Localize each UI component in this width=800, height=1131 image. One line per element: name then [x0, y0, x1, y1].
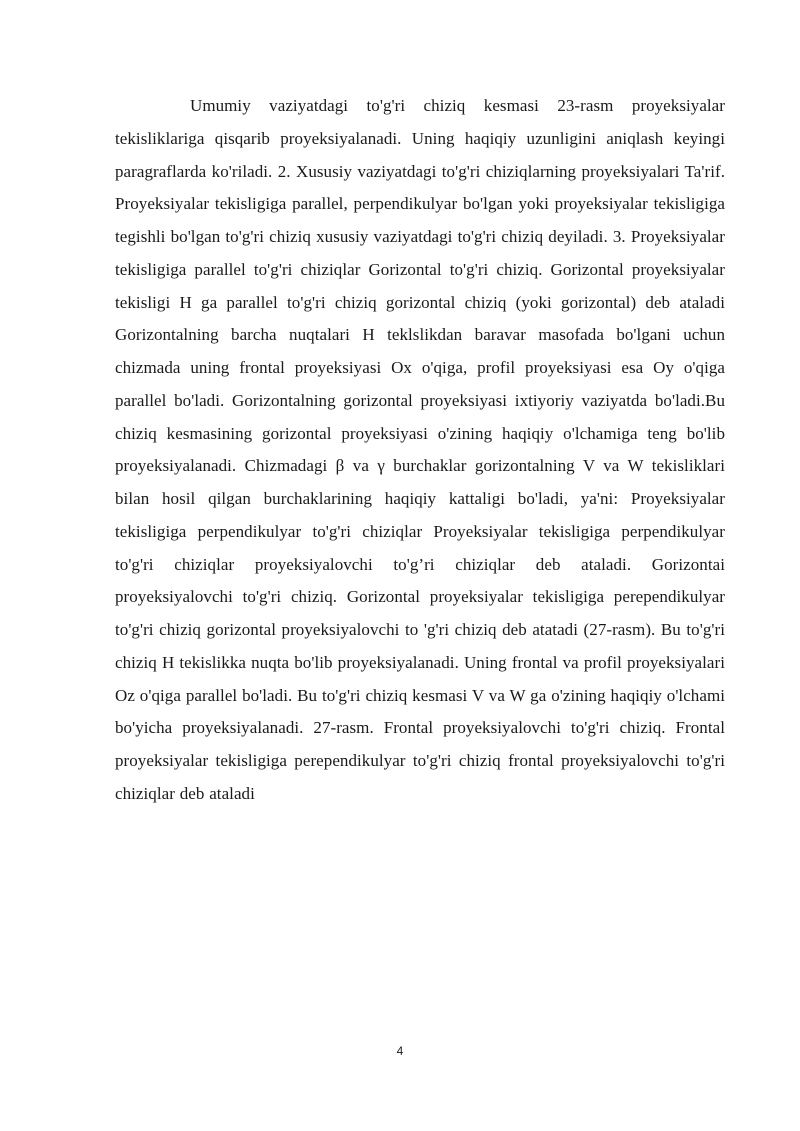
page-number: 4 — [396, 1044, 404, 1058]
body-paragraph: Umumiy vaziyatdagi to'g'ri chiziq kesmasi 23-rasm proyeksiyalar tekisliklariga qisqarib proyeksiyalanadi. Uning haqiqiy uzunligini aniqlash keyingi paragraflarda ko'riladi. 2. Xususiy vaziyatdagi to'g'ri chiziqlarning proyeksiyalari Ta'rif. Proyeksiyalar tekisligiga parallel, perpendikulyar bo'lgan yoki proyeksiyalar tekisligiga tegishli bo'lgan to'g'ri chiziq xususiy vaziyatdagi to'g'ri chiziq deyiladi. 3. Proyeksiyalar tekisligiga parallel to'g'ri chiziqlar Gorizontal to'g'ri chiziq. Gorizontal proyeksiyalar tekisligi H ga parallel to'g'ri chiziq gorizontal chiziq (yoki gorizontal) deb ataladi Gorizontalning barcha nuqtalari H teklslikdan baravar masofada bo'lgani uchun chizmada uning frontal proyeksiyasi Ox o'qiga, profil proyeksiyasi esa Oy o'qiga parallel bo'ladi. Gorizontalning gorizontal proyeksiyasi ixtiyoriy vaziyatda bo'ladi.Bu chiziq kesmasining gorizontal proyeksiyasi o'zining haqiqiy o'lchamiga teng bo'lib proyeksiyalanadi. Chizmadagi β va γ burchaklar gorizontalning V va W tekisliklari bilan hosil qilgan burchaklarining haqiqiy kattaligi bo'ladi, ya'ni: Proyeksiyalar tekisligiga perpendikulyar to'g'ri chiziqlar Proyeksiyalar tekisligiga perpendikulyar to'g'ri chiziqlar proyeksiyalovchi to'g’ri chiziqlar deb ataladi. Gorizontai proyeksiyalovchi to'g'ri chiziq. Gorizontal proyeksiyalar tekisligiga perependikulyar to'g'ri chiziq gorizontal proyeksiyalovchi to 'g'ri chiziq deb atatadi (27-rasm). Bu to'g'ri chiziq H tekislikka nuqta bo'lib proyeksiyalanadi. Uning frontal va profil proyeksiyalari Oz o'qiga parallel bo'ladi. Bu to'g'ri chiziq kesmasi V va W ga o'zining haqiqiy o'lchami bo'yicha proyeksiyalanadi. 27-rasm. Frontal proyeksiyalovchi to'g'ri chiziq. Frontal proyeksiyalar tekisligiga perependikulyar to'g'ri chiziq frontal proyeksiyalovchi to'g'ri chiziqlar deb ataladi — [115, 96, 725, 803]
